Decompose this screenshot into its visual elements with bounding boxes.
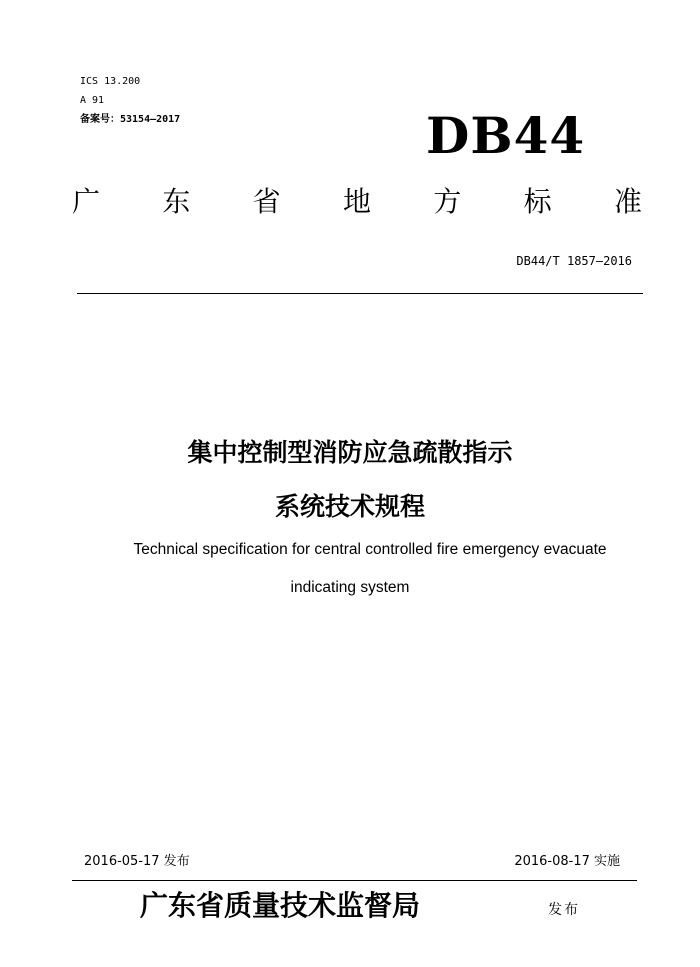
publish-date: 2016-05-17 发布 (84, 854, 190, 869)
title-cn-line2: 系统技术规程 (274, 492, 425, 521)
standard-type-heading (72, 182, 642, 222)
standard-number: DB44/T 1857—2016 (516, 254, 632, 268)
standard-type-char: 方 (433, 185, 462, 218)
issue-label: 发布 (548, 902, 580, 918)
standard-type-char: 准 (613, 185, 642, 218)
db44-logo: DB44 (426, 106, 586, 165)
bottom-divider (72, 880, 637, 881)
standard-type-char: 标 (523, 185, 552, 218)
title-cn-line1: 集中控制型消防应急疏散指示 (187, 438, 513, 467)
record-number: 备案号：53154—2017 (80, 114, 181, 125)
standard-type-char: 广 (72, 185, 101, 218)
top-divider (77, 293, 643, 294)
standard-type-char: 东 (162, 185, 191, 218)
ics-code: ICS 13.200 (80, 76, 141, 87)
standard-type-char: 省 (252, 185, 281, 218)
title-en-line1: Technical specification for central controlled fire emergency evacuate (133, 541, 607, 558)
standard-type-char: 地 (342, 185, 371, 218)
issuing-authority: 广东省质量技术监督局 (140, 889, 421, 922)
implement-date: 2016-08-17 实施 (514, 854, 620, 869)
ccs-code: A 91 (80, 95, 105, 106)
title-en-line2: indicating system (290, 579, 410, 596)
